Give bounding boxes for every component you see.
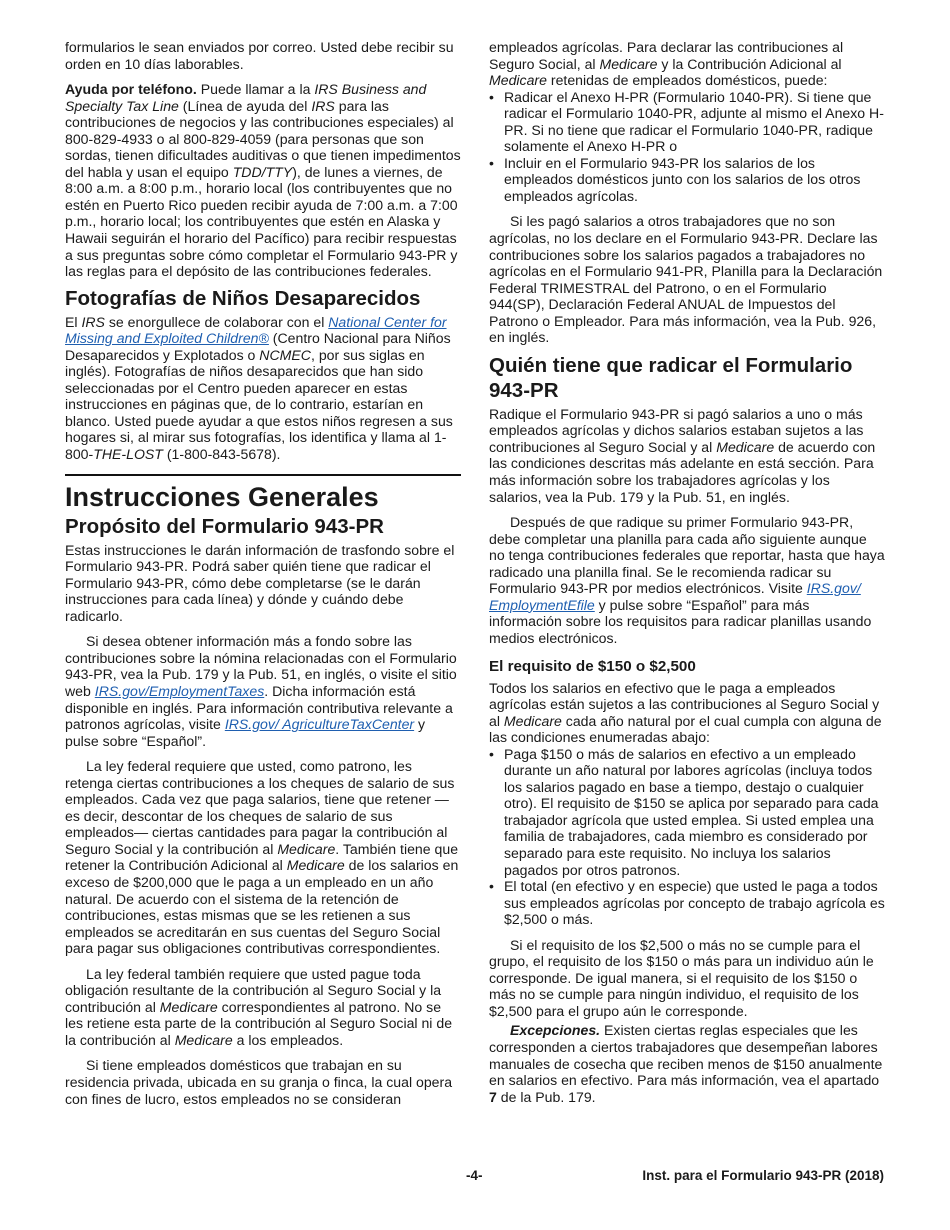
- footer-title: Inst. para el Formulario 943-PR (2018): [642, 1168, 884, 1183]
- bullet-icon: •: [489, 878, 494, 895]
- text: (Centro Nacional para Niños Desaparecidos y Explotados o: [65, 330, 451, 363]
- text: de acuerdo con las condiciones descritas más adelante en está sección. Para más información sobre los trabajadores agrícolas y los salarios, vea la Pub. 179 y la Pub. 51, en inglés.: [489, 438, 876, 505]
- requirement-paragraph: [489, 680, 886, 746]
- requirement-heading: El requisito de $150 o $2,500: [489, 657, 696, 675]
- bullet-icon: •: [489, 745, 494, 762]
- text: (1-800-843-5678).: [162, 446, 281, 463]
- bullet-icon: •: [489, 88, 494, 105]
- bullet-item: [489, 155, 886, 205]
- irs-abbrev: IRS: [81, 313, 105, 330]
- text: y pulse sobre “Español” para más información sobre los requisitos para radicar planillas usando medios electrónicos.: [489, 596, 872, 646]
- ncmec-link[interactable]: National Center for Missing and Exploited Children®: [65, 313, 447, 347]
- right-column: [489, 39, 886, 1105]
- medicare-term: Medicare: [489, 72, 547, 89]
- general-instructions-heading: Instrucciones Generales: [65, 474, 461, 514]
- bullet-text: El total (en efectivo y en especie) que usted le paga a todos sus empleados agrícolas por concepto de trabajo agrícola es $2,500 o más.: [504, 878, 885, 928]
- medicare-term: Medicare: [277, 840, 336, 857]
- text: ), de lunes a viernes, de 8:00 a.m. a 8:00 p.m., horario local (los contribuyentes que no estén en Puerto Rico pueden recibir ayuda de 7:00 a.m. a 7:00 p.m., horario local; los contribuyentes que estén en Alaska y Hawaii seguirán el horario del Pacífico) para recibir respuestas a sus preguntas sobre cómo completar el Formulario 943-PR y las reglas para el depósito de las contribuciones federales.: [65, 163, 458, 280]
- missing-children-heading: Fotografías de Niños Desaparecidos: [65, 286, 421, 310]
- who-must-file-paragraph-2: [489, 514, 886, 646]
- employment-taxes-link[interactable]: IRS.gov/EmploymentTaxes: [94, 682, 265, 699]
- medicare-term: Medicare: [503, 712, 562, 729]
- ncmec-abbrev: NCMEC: [259, 346, 311, 363]
- text: de la Pub. 179.: [496, 1088, 596, 1105]
- bullet-text: Paga $150 o más de salarios en efectivo a un empleado durante un año natural por labores agrícolas (incluya todos los salarios pagado en base a tiempo, destajo o cualquier otro). El requisito de $150 se aplica por separado para cada trabajador agrícola que usted emplea. Si usted emplea una familia de trabajadores, cada miembro es considerado por separado para este requisito. No incluya los salarios pagados por otros patronos.: [504, 745, 879, 878]
- medicare-term: Medicare: [286, 857, 345, 874]
- bullet-text: Radicar el Anexo H-PR (Formulario 1040-PR). Si tiene que radicar el Formulario 1040-PR, adjunte al mismo el Anexo H-PR. Si no tiene que radicar el Formulario 1040-PR, radique solamente el Anexo H-PR o: [504, 88, 884, 155]
- medicare-term: Medicare: [599, 55, 658, 72]
- text: y pulse sobre “Español”.: [65, 716, 426, 749]
- bullet-icon: •: [489, 154, 494, 171]
- who-must-file-paragraph-1: [489, 406, 886, 505]
- who-must-file-heading: Quién tiene que radicar el Formulario 943-PR: [489, 353, 853, 402]
- exceptions-lead: Excepciones.: [510, 1022, 601, 1039]
- bullet-text: Incluir en el Formulario 943-PR los salarios de los empleados domésticos junto con los salarios de los otros empleados agrícolas.: [504, 154, 861, 204]
- text: de los salarios en exceso de $200,000 que le paga a un empleado en un año natural. De acuerdo con el sistema de la retención de contribuciones, estas mismas que se les retienen a sus empleados se acreditarán en sus cuentas del Seguro Social para pagar sus obligaciones contributivas correspondientes.: [65, 857, 459, 957]
- requirement-paragraph-2: Si el requisito de los $2,500 o más no se cumple para el grupo, el requisito de los $150 o más para un individuo aún le corresponde. De igual manera, si el requisito de los $150 o más no se cumple para ningún individuo, el requisito de los $2,500 para el grupo aún le corresponde.: [489, 936, 874, 1019]
- the-lost-number: THE-LOST: [93, 446, 163, 463]
- purpose-heading: Propósito del Formulario 943-PR: [65, 514, 384, 538]
- non-agricultural-paragraph: Si les pagó salarios a otros trabajadores que no son agrícolas, no los declare en el Formulario 943-PR. Declare las contribuciones sobre los salarios pagados a trabajadores no agrícolas en el Formulario 941-PR, Planilla para la Declaración Federal TRIMESTRAL del Patrono, o en el Formulario 944(SP), Declaración Federal ANUAL de Impuestos del Patrono o Empleador. Para más información, vea la Pub. 926, en inglés.: [489, 213, 883, 346]
- medicare-term: Medicare: [174, 1031, 233, 1048]
- text: Radique el Formulario 943-PR si pagó salarios a uno o más empleados agrícolas y dichos salarios estaban sujetos a las contribuciones al Seguro Social y al: [489, 405, 864, 455]
- text: y la Contribución Adicional al: [657, 55, 842, 72]
- text: correspondientes al patrono. No se les retiene esta parte de la contribución al Seguro Social ni de la contribución al: [65, 998, 453, 1048]
- agriculture-tax-center-link[interactable]: IRS.gov/ AgricultureTaxCenter: [224, 716, 415, 733]
- left-column: [65, 39, 461, 1107]
- text: Puede llamar a la: [196, 81, 315, 98]
- text: Todos los salarios en efectivo que le paga a empleados agrícolas están sujetos a las contribuciones al Seguro Social y al: [489, 679, 880, 729]
- text: para las contribuciones de negocios y las contribuciones especiales) al 800-829-4933 o al 800-829-4059 (para personas que son sordas, tienen dificultades auditivas o que tienen impedimentos del habla y usan el equipo: [65, 97, 461, 180]
- text: . También tiene que retener la Contribución Adicional al: [65, 840, 459, 874]
- paragraph-continuation: formularios le sean enviados por correo. Usted debe recibir su orden en 10 días laborables.: [65, 39, 454, 72]
- missing-children-paragraph: [65, 314, 461, 463]
- medicare-term: Medicare: [159, 998, 218, 1015]
- tdd-abbrev: TDD/TTY: [232, 163, 293, 180]
- irs-abbrev: IRS: [311, 97, 335, 114]
- purpose-paragraph-2: [65, 633, 461, 749]
- phone-help-paragraph: [65, 81, 461, 280]
- text: Después de que radique su primer Formulario 943-PR, debe completar una planilla para cada año siguiente aunque no tenga contribuciones federales que reportar, hasta que haya radicado una planilla final. Se le recomienda radicar su Formulario 943-PR por medios electrónicos. Visite: [489, 514, 885, 597]
- phone-help-lead: Ayuda por teléfono.: [65, 81, 197, 98]
- text: La ley federal requiere que usted, como patrono, les retenga ciertas contribuciones a los cheques de salario de sus empleados. Cada vez que paga salarios, tiene que retener —es decir, descontar de los cheques de salario de sus empleados— ciertas cantidades para pagar la contribución al Seguro Social y la contribución al: [65, 758, 455, 857]
- purpose-paragraph-4: [65, 966, 461, 1049]
- text: . Dicha información está disponible en inglés. Para información contributiva relevante a patronos agrícolas, visite: [65, 682, 453, 733]
- household-employees-paragraph: [489, 39, 886, 89]
- text: Si desea obtener información más a fondo sobre las contribuciones sobre la nómina relacionadas con el Formulario 943-PR, vea la Pub. 179 y la Pub. 51, en inglés, o visite el sitio web: [65, 633, 457, 699]
- irs-line-name: IRS Business and Specialty Tax Line: [65, 81, 427, 114]
- purpose-paragraph-3: [65, 758, 461, 957]
- page-number: -4-: [466, 1168, 483, 1183]
- medicare-term: Medicare: [716, 438, 775, 455]
- purpose-paragraph-1: Estas instrucciones le darán información de trasfondo sobre el Formulario 943-PR. Podrá saber quién tiene que radicar el Formulario 943-PR, cómo debe completarse (se le darán instrucciones para cada línea) y dónde y cuándo debe radicarlo.: [65, 541, 455, 624]
- text: , por sus siglas en inglés). Fotografías de niños desaparecidos que han sido seleccionadas por el Centro pueden aparecer en estas instrucciones en páginas que, de lo contrario, estarían en blanco. Usted puede ayudar a que estos niños regresen a sus hogares si, al mirar sus fotografías, los identifica y llama al 1-800-: [65, 346, 453, 463]
- bullet-item: [489, 878, 886, 928]
- exceptions-paragraph: [489, 1022, 886, 1105]
- purpose-paragraph-5: Si tiene empleados domésticos que trabajan en su residencia privada, ubicada en su granja o finca, la cual opera con fines de lucro, estos empleados no se consideran: [65, 1057, 453, 1107]
- employment-efile-link[interactable]: IRS.gov/ EmploymentEfile: [489, 580, 861, 613]
- text: (Línea de ayuda del: [178, 97, 312, 114]
- text: La ley federal también requiere que usted pague toda obligación resultante de la contribución al Seguro Social y la contribución al: [65, 965, 442, 1015]
- section-number: 7: [489, 1088, 497, 1105]
- text: retenidas de empleados domésticos, puede:: [546, 72, 828, 89]
- text: Existen ciertas reglas especiales que les corresponden a ciertos trabajadores que desempeñan labores manuales de cosecha que reciben menos de $150 anualmente en salarios en efectivo. Para más información, vea el apartado: [489, 1022, 883, 1089]
- text: El: [65, 313, 82, 330]
- text: cada año natural por el cual cumpla con alguna de las condiciones enumeradas abajo:: [489, 712, 882, 746]
- text: se enorgullece de colaborar con el: [104, 313, 329, 330]
- bullet-item: [489, 746, 886, 878]
- text: a los empleados.: [232, 1031, 344, 1048]
- text: empleados agrícolas. Para declarar las contribuciones al Seguro Social, al: [489, 39, 844, 72]
- bullet-item: [489, 89, 886, 155]
